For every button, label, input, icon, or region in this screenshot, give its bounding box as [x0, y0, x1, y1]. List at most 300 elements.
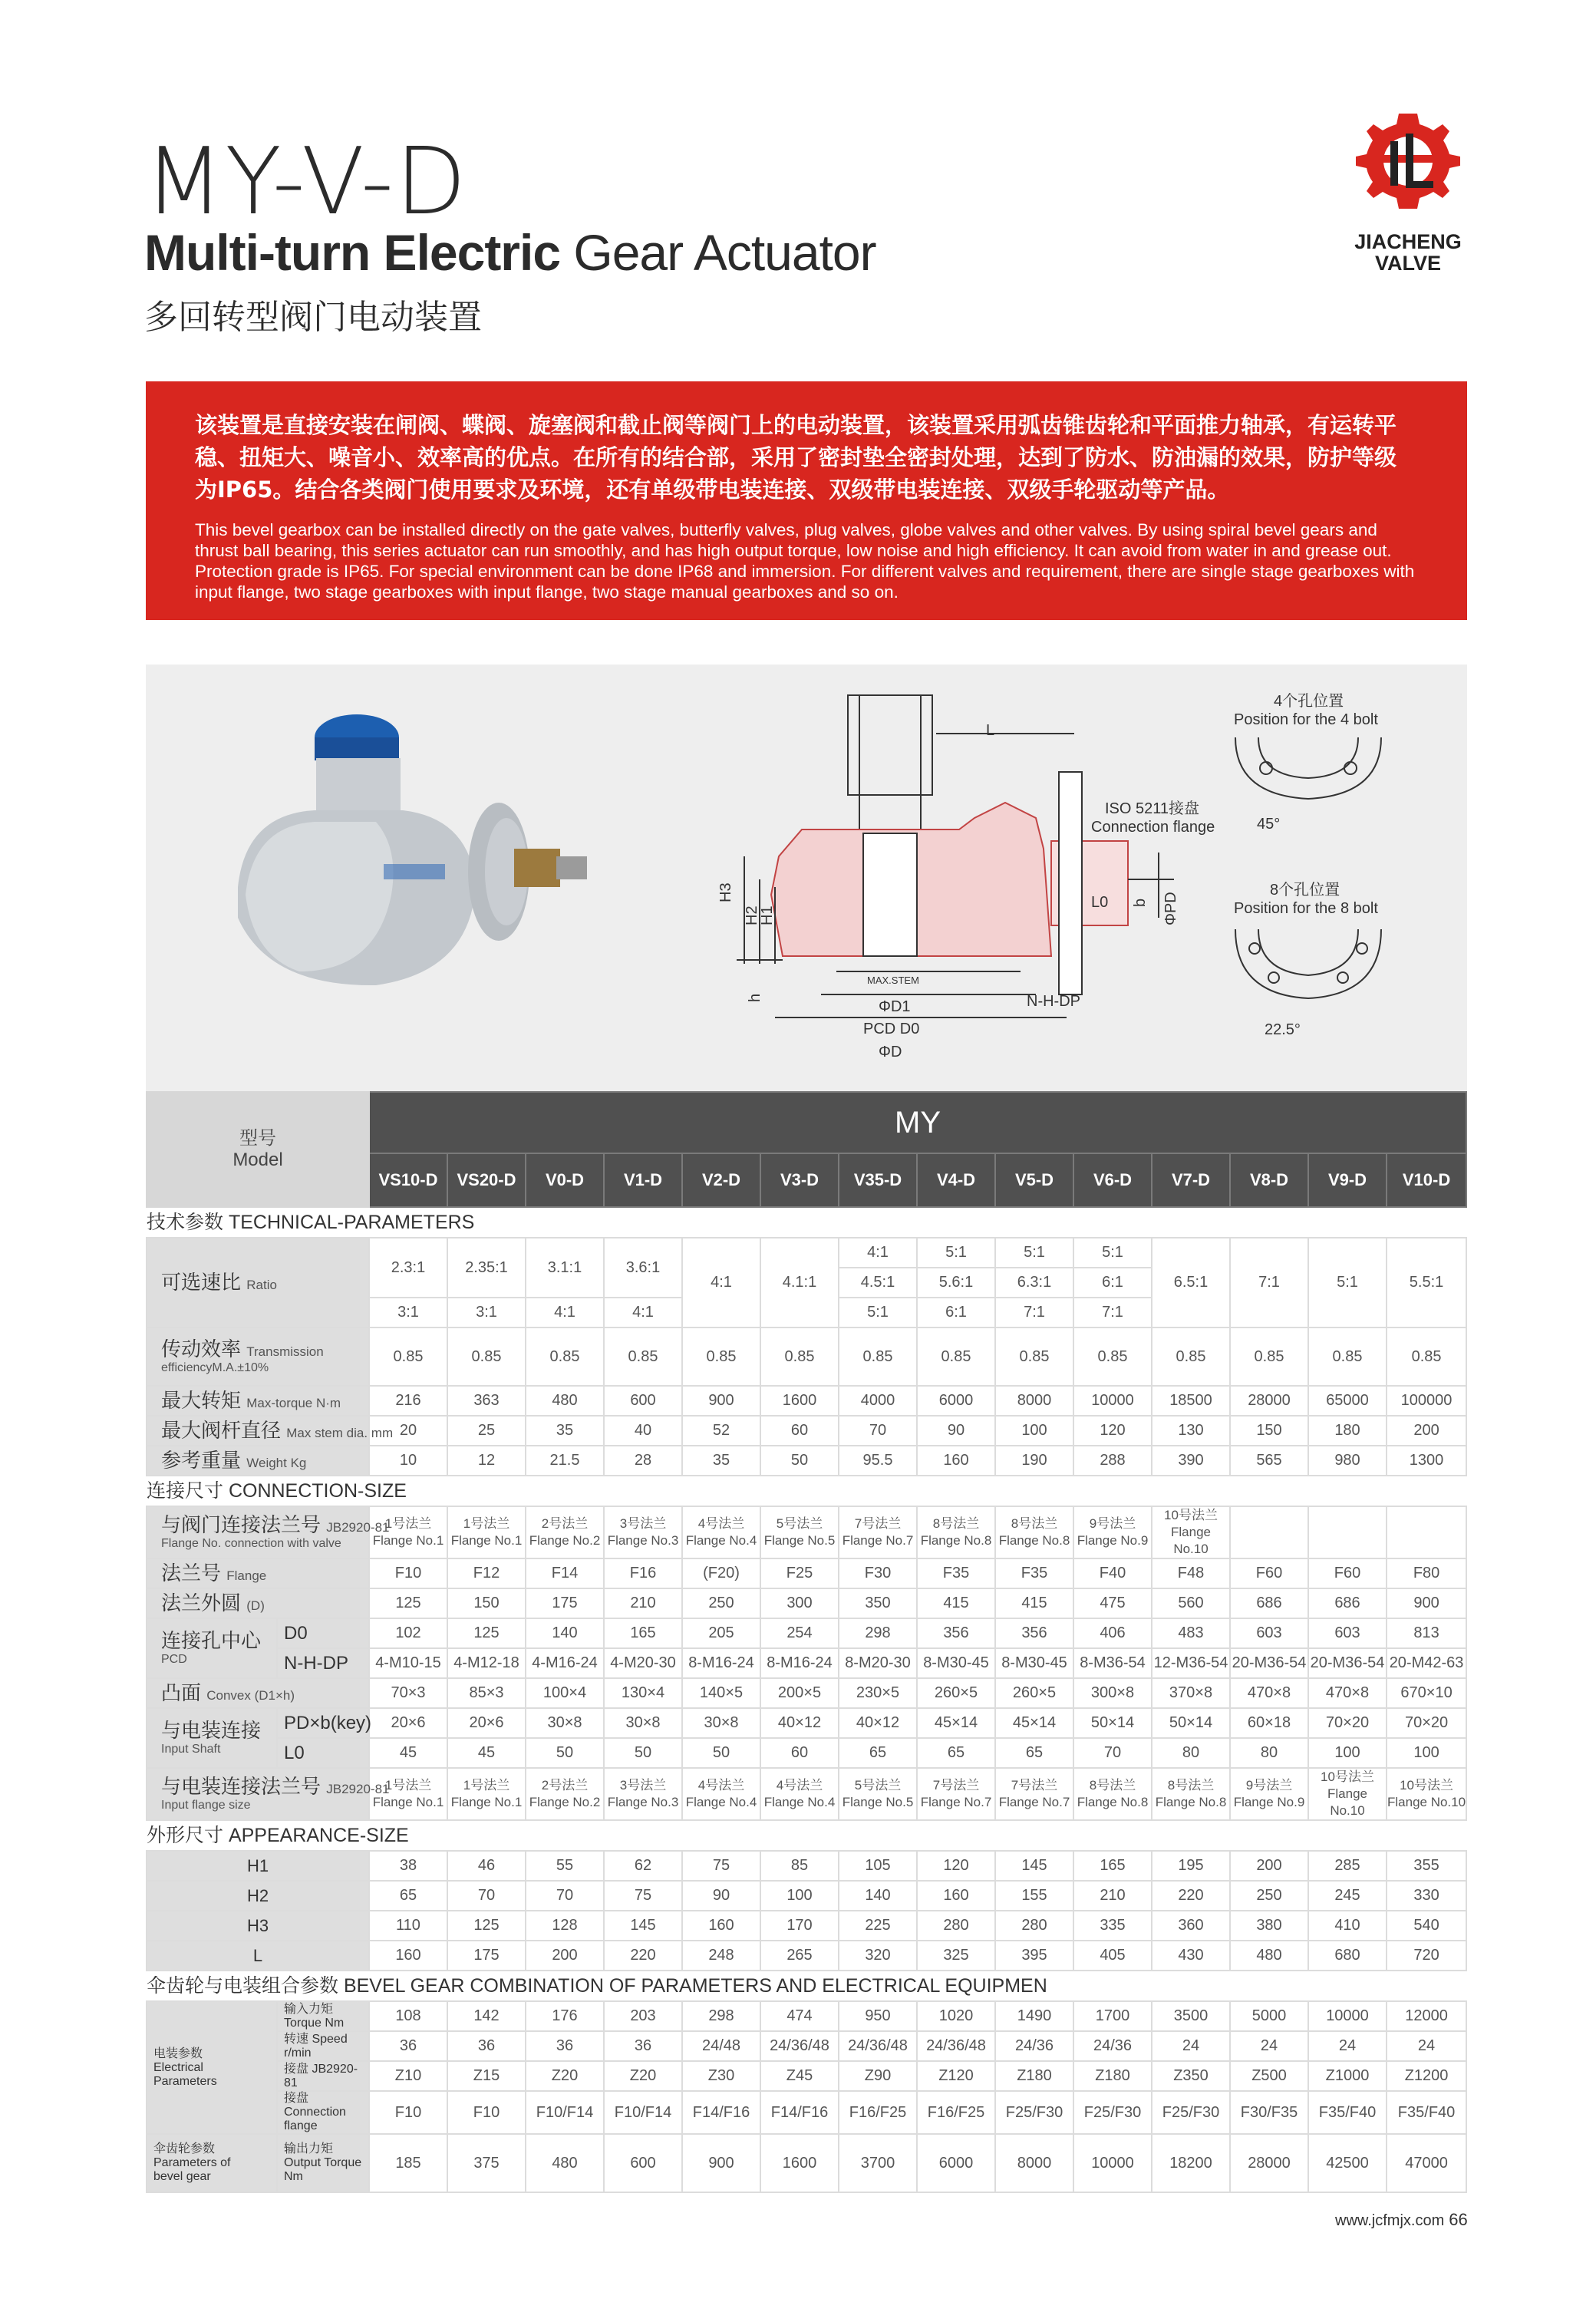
cell: F25: [760, 1558, 839, 1588]
cell: 200: [1230, 1851, 1308, 1881]
cell: 363: [447, 1386, 526, 1416]
cell: 150: [447, 1588, 526, 1618]
cell: F10: [369, 2091, 447, 2134]
cell: 90: [917, 1416, 995, 1446]
cell: 0.85: [917, 1328, 995, 1386]
label-b: b: [1132, 898, 1149, 907]
flange-cell: 4号法兰 Flange No.4: [682, 1768, 760, 1820]
cell: F10: [447, 2091, 526, 2134]
cell: 12-M36-54: [1152, 1648, 1230, 1678]
cell: 110: [369, 1911, 447, 1941]
cell: 380: [1230, 1911, 1308, 1941]
cell: 1020: [917, 2001, 995, 2031]
cell: Z500: [1230, 2061, 1308, 2091]
footer-url[interactable]: www.jcfmjx.com: [1335, 2212, 1445, 2229]
cell: 20: [369, 1416, 447, 1446]
flange-cell: 1号法兰 Flange No.1: [369, 1506, 447, 1558]
flange-cell: 3号法兰 Flange No.3: [604, 1768, 682, 1820]
cell: 7:1: [995, 1298, 1073, 1328]
elec-label: 电装参数 Electrical Parameters: [147, 2001, 277, 2134]
cell: 45: [447, 1738, 526, 1768]
cell: Z10: [369, 2061, 447, 2091]
cell: F14/F16: [760, 2091, 839, 2134]
cell: Z1200: [1387, 2061, 1466, 2091]
cell: 52: [682, 1416, 760, 1446]
cell: 4:1: [604, 1298, 682, 1328]
cell: 3.6:1: [604, 1238, 682, 1298]
cell: 686: [1308, 1588, 1387, 1618]
cell: 100000: [1387, 1386, 1466, 1416]
flange-cell: 10号法兰 Flange No.10: [1152, 1506, 1230, 1558]
cell: 40×12: [839, 1708, 917, 1738]
cell: 2.35:1: [447, 1238, 526, 1298]
cell: 42500: [1308, 2134, 1387, 2192]
cell: F30/F35: [1230, 2091, 1308, 2134]
cell: 24/48: [682, 2031, 760, 2061]
label-d: ΦD: [879, 1044, 902, 1060]
cell: Z180: [995, 2061, 1073, 2091]
cell: 220: [1152, 1881, 1230, 1911]
logo-line1: JIACHENG: [1354, 230, 1462, 253]
efficiency-label: 传动效率 Transmission efficiencyM.A.±10%: [147, 1328, 369, 1386]
cell: 24/36/48: [760, 2031, 839, 2061]
model-col: V10-D: [1387, 1153, 1466, 1207]
cell: 254: [760, 1618, 839, 1648]
flange-cell: 7号法兰 Flange No.7: [839, 1506, 917, 1558]
h1-label: H1: [147, 1851, 369, 1881]
cell: 4-M12-18: [447, 1648, 526, 1678]
cell: 18500: [1152, 1386, 1230, 1416]
cell: 10000: [1073, 1386, 1152, 1416]
model-col: V2-D: [682, 1153, 760, 1207]
label-pd: ΦPD: [1162, 892, 1179, 925]
company-logo: [1343, 107, 1473, 276]
spec-table: [146, 1091, 1467, 2193]
model-col: V6-D: [1073, 1153, 1152, 1207]
cell: 160: [682, 1911, 760, 1941]
cell: 150: [1230, 1416, 1308, 1446]
cell: 20-M42-63: [1387, 1648, 1466, 1678]
cell: 100: [995, 1416, 1073, 1446]
cell: F25/F30: [995, 2091, 1073, 2134]
flange-cell: 9号法兰 Flange No.9: [1230, 1768, 1308, 1820]
out-torque-label: 输出力矩 Output Torque Nm: [277, 2134, 369, 2192]
label-bolt8-en: Position for the 8 bolt: [1234, 900, 1378, 917]
cell: 8000: [995, 1386, 1073, 1416]
label-nhdp: N-H-DP: [1027, 993, 1080, 1010]
cell: Z180: [1073, 2061, 1152, 2091]
cell: 225: [839, 1911, 917, 1941]
product-subtitle-cn: 多回转型阀门电动装置: [144, 298, 482, 337]
cell: 24/36: [995, 2031, 1073, 2061]
row-conn-flange: [147, 2091, 1466, 2134]
label-45: 45°: [1257, 816, 1281, 833]
cell: 80: [1230, 1738, 1308, 1768]
cell: 120: [1073, 1416, 1152, 1446]
cell: 370×8: [1152, 1678, 1230, 1708]
cell: 50: [604, 1738, 682, 1768]
model-col: V1-D: [604, 1153, 682, 1207]
cell: F25/F30: [1073, 2091, 1152, 2134]
cell: 1300: [1387, 1446, 1466, 1476]
cell: Z90: [839, 2061, 917, 2091]
label-iso-cn: ISO 5211接盘: [1105, 800, 1200, 817]
cell: 480: [1230, 1941, 1308, 1971]
speed-label: 转速 Speed r/min: [277, 2031, 369, 2061]
cell: 205: [682, 1618, 760, 1648]
row-weight: [147, 1446, 1466, 1476]
label-d1: ΦD1: [879, 998, 911, 1015]
cell: 720: [1387, 1941, 1466, 1971]
cell: 248: [682, 1941, 760, 1971]
cell: 355: [1387, 1851, 1466, 1881]
cell: 356: [917, 1618, 995, 1648]
intro-en: This bevel gearbox can be installed directly on the gate valves, butterfly valves, plug valves, globe valves and other valves. By using spiral bevel gears and thrust ball bearing, this series actuator can run smoothly, and has high output torque, low noise and high efficiency. It can avoid from water in and grease out. Protection grade is IP65. For special environment can be done IP68 and immersion. For different valves and requirement, there are single stage gearboxes with input flange, two stage gearboxes with input flange, two stage manual gearboxes and so on.: [195, 520, 1415, 602]
cell: F10/F14: [604, 2091, 682, 2134]
cell: 0.85: [1308, 1328, 1387, 1386]
flange-cell: 3号法兰 Flange No.3: [604, 1506, 682, 1558]
cell: 160: [369, 1941, 447, 1971]
cell: 190: [995, 1446, 1073, 1476]
cell: F35/F40: [1387, 2091, 1466, 2134]
cell: 300: [760, 1588, 839, 1618]
cell: 0.85: [604, 1328, 682, 1386]
cell: 40: [604, 1416, 682, 1446]
cell: 3500: [1152, 2001, 1230, 2031]
cell: 20×6: [447, 1708, 526, 1738]
cell: 36: [526, 2031, 604, 2061]
cell: 0.85: [447, 1328, 526, 1386]
cell: F35: [917, 1558, 995, 1588]
cell: 1700: [1073, 2001, 1152, 2031]
cell: 28: [604, 1446, 682, 1476]
cell: 298: [682, 2001, 760, 2031]
cell: 102: [369, 1618, 447, 1648]
shaft-label: 与电装连接 Input Shaft: [147, 1708, 277, 1768]
cell: 320: [839, 1941, 917, 1971]
cell: 8000: [995, 2134, 1073, 2192]
row-input-flange: [147, 1768, 1466, 1820]
cell: F48: [1152, 1558, 1230, 1588]
cell: 80: [1152, 1738, 1230, 1768]
flange-label: 法兰号 Flange: [147, 1558, 369, 1588]
flange-cell: 8号法兰 Flange No.8: [1152, 1768, 1230, 1820]
cell: 8-M16-24: [682, 1648, 760, 1678]
cell: (F20): [682, 1558, 760, 1588]
intro-box: [146, 381, 1467, 620]
cell: 3:1: [447, 1298, 526, 1328]
cell: 105: [839, 1851, 917, 1881]
flange-cell: 8号法兰 Flange No.8: [1073, 1768, 1152, 1820]
d0-label: D0: [277, 1618, 369, 1648]
label-l: L: [986, 722, 995, 739]
cell: 165: [604, 1618, 682, 1648]
bevel-label: 伞齿轮参数 Parameters of bevel gear: [147, 2134, 277, 2192]
flange-cell: 8号法兰 Flange No.8: [995, 1506, 1073, 1558]
cell: 5:1: [839, 1298, 917, 1328]
row-shaft-l0: [147, 1738, 1466, 1768]
label-pcd: PCD D0: [863, 1021, 920, 1037]
row-valve-flange: [147, 1506, 1466, 1558]
cell: 250: [682, 1588, 760, 1618]
cell: 390: [1152, 1446, 1230, 1476]
cell: 300×8: [1073, 1678, 1152, 1708]
cell: 60: [760, 1738, 839, 1768]
cell: 6000: [917, 2134, 995, 2192]
cell: 100×4: [526, 1678, 604, 1708]
cell: 35: [526, 1416, 604, 1446]
cell: 185: [369, 2134, 447, 2192]
cell: 405: [1073, 1941, 1152, 1971]
cell: 1490: [995, 2001, 1073, 2031]
cell: 7:1: [1230, 1238, 1308, 1328]
cell: 200: [526, 1941, 604, 1971]
cell: 50×14: [1152, 1708, 1230, 1738]
cell: Z120: [917, 2061, 995, 2091]
cell: F14: [526, 1558, 604, 1588]
label-h2: H2: [744, 905, 760, 925]
cell: 280: [917, 1911, 995, 1941]
cell: 220: [604, 1941, 682, 1971]
cell: 356: [995, 1618, 1073, 1648]
cell: 85×3: [447, 1678, 526, 1708]
actuator-photo: [238, 714, 587, 985]
cell: 670×10: [1387, 1678, 1466, 1708]
cell: 36: [369, 2031, 447, 2061]
cell: 4000: [839, 1386, 917, 1416]
subtitle-bold: Multi-turn Electric: [144, 224, 561, 281]
cell: 28000: [1230, 1386, 1308, 1416]
cell: 10000: [1073, 2134, 1152, 2192]
cell: 603: [1230, 1618, 1308, 1648]
cell: 4:1: [682, 1238, 760, 1328]
cell: 0.85: [1387, 1328, 1466, 1386]
cell: 95.5: [839, 1446, 917, 1476]
cell: 0.85: [369, 1328, 447, 1386]
row-in-torque: [147, 2001, 1466, 2031]
flange-cell: 2号法兰 Flange No.2: [526, 1768, 604, 1820]
cell: 60×18: [1230, 1708, 1308, 1738]
cell: 5:1: [917, 1238, 995, 1268]
cell: 0.85: [1152, 1328, 1230, 1386]
cell: 12: [447, 1446, 526, 1476]
cell: 70×3: [369, 1678, 447, 1708]
cell: 70: [839, 1416, 917, 1446]
cell: 120: [917, 1851, 995, 1881]
cell: 75: [682, 1851, 760, 1881]
row-jb: [147, 2061, 1466, 2091]
jb-label: 接盘 JB2920-81: [277, 2061, 369, 2091]
cell: 210: [604, 1588, 682, 1618]
cell: 46: [447, 1851, 526, 1881]
cell: F35: [995, 1558, 1073, 1588]
cell: 145: [995, 1851, 1073, 1881]
cell: 540: [1387, 1911, 1466, 1941]
model-header-en: Model: [232, 1149, 283, 1170]
cell: 70: [447, 1881, 526, 1911]
cell: 600: [604, 1386, 682, 1416]
cell: 10000: [1308, 2001, 1387, 2031]
cell: 395: [995, 1941, 1073, 1971]
cell: 160: [917, 1446, 995, 1476]
row-pcd-nhdp: [147, 1648, 1466, 1678]
row-pcd-d0: [147, 1618, 1466, 1648]
cell: 24/36/48: [839, 2031, 917, 2061]
cell: 142: [447, 2001, 526, 2031]
cell: F16: [604, 1558, 682, 1588]
row-torque: [147, 1386, 1466, 1416]
cell: 55: [526, 1851, 604, 1881]
cell: 65: [917, 1738, 995, 1768]
cell: 5000: [1230, 2001, 1308, 2031]
cell: 180: [1308, 1416, 1387, 1446]
cell: 60: [760, 1416, 839, 1446]
label-225: 22.5°: [1265, 1021, 1301, 1038]
cell: 288: [1073, 1446, 1152, 1476]
cell: 3.1:1: [526, 1238, 604, 1298]
cell: 24: [1152, 2031, 1230, 2061]
cell: 20-M36-54: [1230, 1648, 1308, 1678]
actuator-drawing: [146, 665, 1467, 1091]
cell: 62: [604, 1851, 682, 1881]
cell: 4.5:1: [839, 1268, 917, 1298]
cell: F16/F25: [917, 2091, 995, 2134]
cell: 415: [917, 1588, 995, 1618]
section-connection: 连接尺寸 CONNECTION-SIZE: [147, 1476, 1466, 1506]
model-col: V4-D: [917, 1153, 995, 1207]
in-torque-label: 输入力矩 Torque Nm: [277, 2001, 369, 2031]
gear-logo-icon: [1343, 107, 1473, 230]
cell: 50×14: [1073, 1708, 1152, 1738]
cell: 4:1: [526, 1298, 604, 1328]
section-tech: 技术参数 TECHNICAL-PARAMETERS: [147, 1207, 1466, 1238]
flange-cell: 1号法兰 Flange No.1: [447, 1768, 526, 1820]
cell: 90: [682, 1881, 760, 1911]
cell: 140: [839, 1881, 917, 1911]
cell: 8-M16-24: [760, 1648, 839, 1678]
pcd-label: 连接孔中心 PCD: [147, 1618, 277, 1678]
cell: 128: [526, 1911, 604, 1941]
cell: 0.85: [526, 1328, 604, 1386]
flange-cell: 1号法兰 Flange No.1: [369, 1768, 447, 1820]
cell: 6:1: [1073, 1268, 1152, 1298]
l-label: L: [147, 1941, 369, 1971]
cell: 3700: [839, 2134, 917, 2192]
row-h2: [147, 1881, 1466, 1911]
label-h3: H3: [717, 882, 734, 902]
label-maxstem: MAX.STEM: [867, 975, 919, 986]
cell: 65: [369, 1881, 447, 1911]
h2-label: H2: [147, 1881, 369, 1911]
pd-label: PD×b(key): [277, 1708, 369, 1738]
cell: 4-M10-15: [369, 1648, 447, 1678]
cell: 560: [1152, 1588, 1230, 1618]
flange-cell: 1号法兰 Flange No.1: [447, 1506, 526, 1558]
cell: 980: [1308, 1446, 1387, 1476]
cell: 5.5:1: [1387, 1238, 1466, 1328]
cell: 950: [839, 2001, 917, 2031]
cell: 360: [1152, 1911, 1230, 1941]
cell: 6.5:1: [1152, 1238, 1230, 1328]
flange-od-label: 法兰外圆 (D): [147, 1588, 369, 1618]
cell: 375: [447, 2134, 526, 2192]
cell: 0.85: [995, 1328, 1073, 1386]
cell: 415: [995, 1588, 1073, 1618]
cell: 100: [760, 1881, 839, 1911]
cell: 3:1: [369, 1298, 447, 1328]
cell: 0.85: [682, 1328, 760, 1386]
model-col: V0-D: [526, 1153, 604, 1207]
cell: Z30: [682, 2061, 760, 2091]
cell: 4:1: [839, 1238, 917, 1268]
cell: 5:1: [1308, 1238, 1387, 1328]
cell: 216: [369, 1386, 447, 1416]
valve-flange-label: 与阀门连接法兰号 JB2920-81 Flange No. connection with valve: [147, 1506, 369, 1558]
cell: 21.5: [526, 1446, 604, 1476]
cell: Z45: [760, 2061, 839, 2091]
cell: 7:1: [1073, 1298, 1152, 1328]
cell: 4-M16-24: [526, 1648, 604, 1678]
section-appearance: 外形尺寸 APPEARANCE-SIZE: [147, 1820, 1466, 1851]
row-convex: [147, 1678, 1466, 1708]
cell: F12: [447, 1558, 526, 1588]
label-h: h: [747, 993, 763, 1002]
cell: 38: [369, 1851, 447, 1881]
flange-cell: 9号法兰 Flange No.9: [1073, 1506, 1152, 1558]
cell: 45×14: [995, 1708, 1073, 1738]
product-figure: [146, 665, 1467, 1091]
cell: 8-M30-45: [917, 1648, 995, 1678]
cell: 6:1: [917, 1298, 995, 1328]
cell: 24: [1230, 2031, 1308, 2061]
cell: 30×8: [526, 1708, 604, 1738]
cell: 25: [447, 1416, 526, 1446]
cell: 900: [682, 1386, 760, 1416]
empty-cell: [1308, 1506, 1387, 1558]
cell: 325: [917, 1941, 995, 1971]
cell: 5:1: [1073, 1238, 1152, 1268]
cell: 203: [604, 2001, 682, 2031]
cell: 900: [682, 2134, 760, 2192]
row-h3: [147, 1911, 1466, 1941]
cell: 406: [1073, 1618, 1152, 1648]
cell: 10: [369, 1446, 447, 1476]
cell: 680: [1308, 1941, 1387, 1971]
cell: 245: [1308, 1881, 1387, 1911]
row-flange-od: [147, 1588, 1466, 1618]
cell: F25/F30: [1152, 2091, 1230, 2134]
label-bolt4-cn: 4个孔位置: [1274, 693, 1344, 710]
label-iso-en: Connection flange: [1091, 819, 1215, 836]
cell: 175: [526, 1588, 604, 1618]
cell: 160: [917, 1881, 995, 1911]
label-l0: L0: [1091, 894, 1109, 911]
cell: 65: [839, 1738, 917, 1768]
cell: 200: [1387, 1416, 1466, 1446]
cell: 125: [447, 1911, 526, 1941]
ratio-label: 可选速比 Ratio: [147, 1238, 369, 1328]
cell: 900: [1387, 1588, 1466, 1618]
row-efficiency: [147, 1328, 1466, 1386]
flange-cell: 4号法兰 Flange No.4: [682, 1506, 760, 1558]
logo-line2: VALVE: [1374, 252, 1441, 275]
cell: Z15: [447, 2061, 526, 2091]
cell: 45: [369, 1738, 447, 1768]
row-out-torque: [147, 2134, 1466, 2192]
model-col: V5-D: [995, 1153, 1073, 1207]
page-number: 66: [1449, 2210, 1468, 2229]
flange-cell: 7号法兰 Flange No.7: [917, 1768, 995, 1820]
